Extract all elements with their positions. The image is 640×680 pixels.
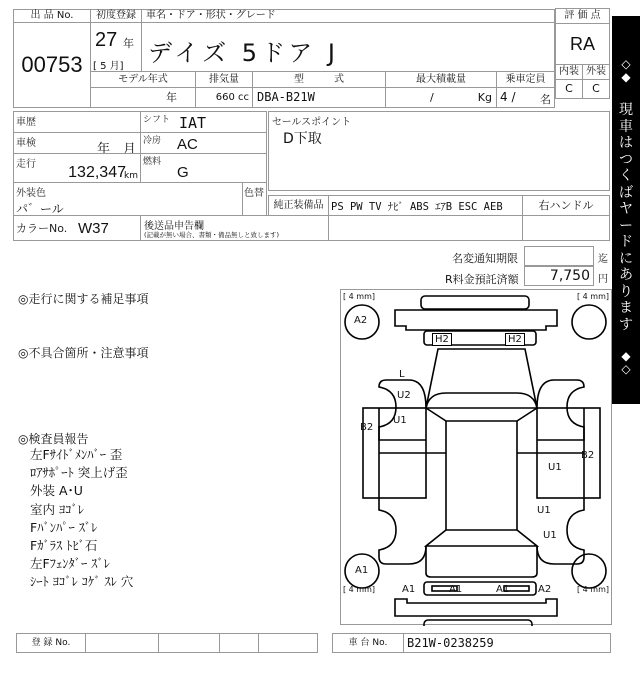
defects-label: ◎不具合箇所・注意事項 — [18, 346, 149, 360]
equipment-label-cell — [268, 195, 329, 216]
mark-right-rear-fender-top: U1 — [537, 505, 551, 516]
mark-fender-bottom: U2 — [397, 390, 411, 401]
first-reg-box — [90, 22, 142, 72]
color-value: パ゛ール — [16, 202, 64, 216]
max-load-unit: Kg — [477, 91, 492, 104]
car-name-label: 車名・ドア・形状・グレード — [141, 9, 555, 23]
later-items-label: 後送品申告欄 — [144, 221, 204, 232]
displacement-value: 660 cc — [195, 87, 253, 108]
inspector-item: 左Fﾌｪﾝﾀﾞｰ ｽﾞﾚ — [30, 556, 110, 572]
lot-label: 出 品 No. — [13, 9, 91, 23]
interior-label: 内装 — [555, 64, 583, 80]
mark-rear-bumper-3: A1 — [496, 584, 510, 595]
first-reg-year: 27 — [95, 29, 118, 51]
inspection-value: 年 月 — [96, 142, 136, 157]
reg-no-field-4 — [258, 633, 318, 653]
first-reg-year-unit: 年 — [123, 37, 134, 50]
steering-cell — [522, 195, 610, 216]
inspector-item: 外装 A･U — [30, 483, 83, 499]
mileage-unit: km — [124, 171, 138, 181]
banner-top-symbols: ◇◆ — [621, 57, 631, 84]
reg-no-field-1 — [85, 633, 159, 653]
mark-fender-top: L — [399, 369, 405, 380]
name-change-label: 名変通知期限 — [452, 252, 518, 265]
first-reg-month: [ 5 月] — [93, 61, 124, 72]
first-reg-label: 初度登録 — [90, 9, 142, 23]
capacity-label: 乗車定員 — [496, 71, 555, 88]
ac-label: 冷房 — [143, 136, 162, 146]
name-change-field[interactable] — [524, 246, 594, 266]
steering-value: 右ハンドル — [538, 199, 594, 212]
reg-no-label: 登 録 No. — [31, 638, 71, 648]
fuel-cell — [140, 153, 267, 183]
inspector-item: ﾛｱｻﾎﾟｰﾄ 突上げ歪 — [30, 465, 128, 481]
car-name-box — [141, 22, 555, 72]
capacity-box — [496, 87, 555, 108]
equipment-value: PS PW TV ﾅﾋﾞ ABS ｴｱB ESC AEB — [331, 201, 503, 213]
car-outline-icon — [341, 290, 613, 626]
mark-rear-bumper-1: A1 — [402, 584, 416, 595]
mark-right-door: U1 — [548, 462, 562, 473]
exterior-grade: C — [582, 79, 610, 99]
ac-value: AC — [177, 136, 198, 153]
mark-headlight-right: H2 — [505, 333, 525, 346]
inspector-label: ◎検査員報告 — [18, 432, 89, 446]
name-change-unit: 迄 — [598, 254, 608, 265]
color-no-value: W37 — [78, 220, 109, 237]
recycle-field: 7,750 — [524, 266, 594, 286]
max-load-label: 最大積載量 — [385, 71, 497, 88]
color-no-label: カラーNo. — [16, 222, 68, 235]
reg-no-label-cell — [16, 633, 86, 653]
score-label: 評 価 点 — [555, 8, 610, 24]
displacement-label: 排気量 — [195, 71, 253, 88]
tread-front-right: [ 4 mm] — [576, 292, 609, 301]
max-load-value: / — [430, 91, 434, 104]
sales-point-value: D下取 — [283, 131, 322, 147]
type-label: 型 式 — [252, 71, 386, 88]
sales-point-cell — [268, 111, 610, 191]
driving-notes-label: ◎走行に関する補足事項 — [18, 292, 149, 306]
later-items-extra-1 — [328, 215, 523, 241]
shift-label: シフト — [143, 115, 171, 125]
tread-rear-left: [ 4 mm] — [343, 585, 376, 594]
recycle-label: R料金預託済額 — [445, 273, 519, 286]
later-items-cell — [140, 215, 329, 241]
max-load-box — [385, 87, 497, 108]
banner-text: 現車はつくばヤードにあります — [619, 102, 633, 333]
interior-grade: C — [555, 79, 583, 99]
mark-rear-left-wheel: A1 — [355, 565, 369, 576]
shift-value: IAT — [179, 114, 207, 132]
mark-right-edge: B2 — [581, 450, 595, 461]
equipment-cell — [328, 195, 523, 216]
inspector-item: 左Fｻｲﾄﾞﾒﾝﾊﾞｰ 歪 — [30, 447, 123, 462]
repaint-label: 色替 — [244, 188, 264, 199]
model-year-label: モデル年式 — [90, 71, 196, 88]
car-name: デイズ 5ドア J — [148, 39, 339, 67]
mark-rear-bumper-2: A1 — [449, 584, 463, 595]
color-cell — [13, 182, 243, 216]
later-items-note: (記載が無い場合、書類・備品無しと致します) — [144, 231, 280, 239]
mark-headlight-left: H2 — [432, 333, 452, 346]
model-year-value: 年 — [90, 87, 196, 108]
mark-rear-bumper-4: A2 — [538, 584, 552, 595]
fuel-label: 燃料 — [143, 157, 162, 167]
chassis-value: B21W-0238259 — [403, 633, 611, 653]
equipment-label: 純正装備品 — [273, 200, 324, 211]
later-items-extra-2 — [522, 215, 610, 241]
tread-rear-right: [ 4 mm] — [576, 585, 609, 594]
banner-bottom-symbols: ◆◇ — [621, 349, 631, 376]
inspector-item: Fﾊﾞﾝﾊﾟｰ ｽﾞﾚ — [30, 519, 98, 535]
lot-number: 00753 — [13, 22, 91, 108]
mileage-label: 走行 — [16, 159, 36, 170]
chassis-label-cell — [332, 633, 404, 653]
sales-point-label: セールスポイント — [272, 117, 352, 128]
inspection-cell — [13, 132, 141, 157]
ac-cell — [140, 132, 267, 154]
color-no-cell — [13, 215, 141, 241]
color-label: 外装色 — [16, 188, 46, 199]
mark-front-left-wheel: A2 — [354, 315, 368, 326]
capacity-unit: 名 — [540, 93, 551, 106]
mark-left-edge: B2 — [360, 422, 374, 433]
fuel-value: G — [177, 164, 189, 181]
inspector-list — [30, 446, 133, 592]
mark-left-door: U1 — [393, 415, 407, 426]
inspection-label: 車検 — [16, 138, 36, 149]
repaint-cell — [242, 182, 267, 216]
tread-front-left: [ 4 mm] — [343, 292, 376, 301]
damage-diagram — [340, 289, 612, 625]
mileage-cell — [13, 153, 141, 183]
mark-right-rear-fender-bottom: U1 — [543, 530, 557, 541]
history-cell — [13, 111, 141, 133]
exterior-label: 外装 — [582, 64, 610, 80]
inspector-item: Fｶﾞﾗｽ ﾄﾋﾞ石 — [30, 538, 98, 554]
recycle-unit: 円 — [598, 274, 608, 285]
mileage-value: 132,347 — [68, 164, 126, 181]
capacity-value: 4 / — [500, 90, 516, 104]
inspector-item: 室内 ﾖｺﾞﾚ — [30, 501, 84, 517]
shift-cell — [140, 111, 267, 133]
location-banner — [612, 16, 640, 404]
inspector-item: ｼｰﾄ ﾖｺﾞﾚ ｺｹﾞ ｽﾚ 穴 — [30, 574, 134, 590]
reg-no-field-3 — [219, 633, 259, 653]
chassis-label: 車 台 No. — [348, 638, 388, 648]
score-value: RA — [555, 23, 610, 65]
history-label: 車歴 — [16, 117, 36, 128]
type-value: DBA-B21W — [252, 87, 386, 108]
reg-no-field-2 — [158, 633, 220, 653]
